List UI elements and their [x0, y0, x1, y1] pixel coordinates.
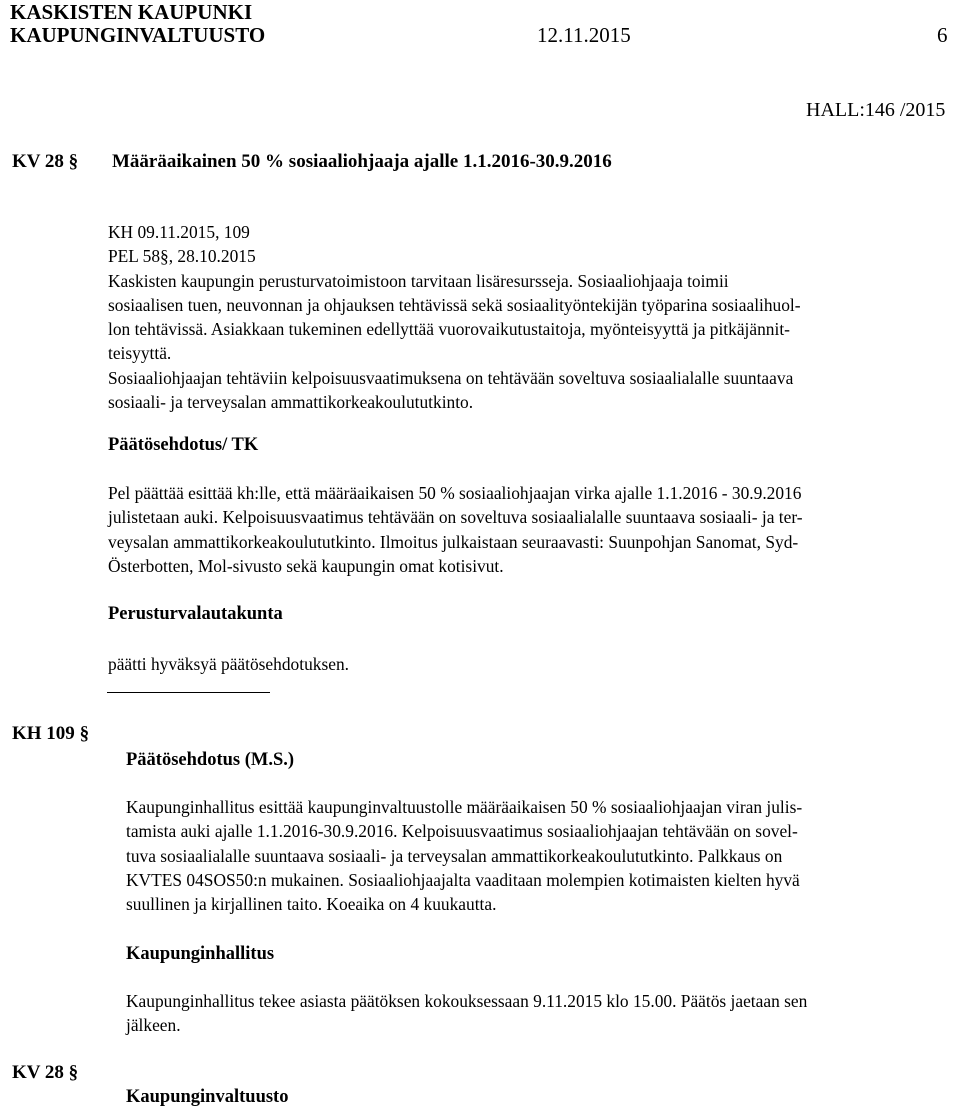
section-symbol: §	[74, 723, 90, 744]
reference-kh: KH 09.11.2015, 109	[108, 222, 250, 242]
board-decision: päätti hyväksyä päätösehdotuksen.	[108, 654, 349, 674]
body-name: KAUPUNGINVALTUUSTO	[10, 23, 266, 47]
org-name: KASKISTEN KAUPUNKI	[10, 0, 253, 24]
kh-proposal-line: tuva sosiaalialalle suuntaava sosiaali- ja terveysalan ammattikorkeakoulututkinto. Palkkaus on	[126, 845, 783, 866]
kh-section-code	[12, 722, 89, 746]
signature-divider	[107, 692, 270, 693]
proposal-line: Pel päättää esittää kh:lle, että määräaikaisen 50 % sosiaaliohjaajan virka ajalle 1.1.2016 - 30.9.2016	[108, 483, 802, 503]
kv-section-code-text: KV 28	[12, 1062, 64, 1083]
background-line: teisyyttä.	[108, 343, 172, 364]
kh-proposal-line: KVTES 04SOS50:n mukainen. Sosiaaliohjaajalta vaaditaan molempien kotimaisten kielten hyvä	[126, 869, 800, 890]
kh-proposal-line: Kaupunginhallitus esittää kaupunginvaltuustolle määräaikaisen 50 % sosiaaliohjaajan viran julis-	[126, 797, 803, 817]
council-line: jälkeen.	[126, 1015, 181, 1036]
meeting-date: 12.11.2015	[537, 23, 631, 47]
kh-proposal-text	[126, 795, 802, 916]
kv-heading: Kaupunginvaltuusto	[126, 1087, 289, 1107]
background-line: Sosiaaliohjaajan tehtäviin kelpoisuusvaatimuksena on tehtävään soveltuva sosiaalialalle suuntaava	[108, 367, 794, 388]
kh-proposal-line: suullinen ja kirjallinen taito. Koeaika on 4 kuukautta.	[126, 894, 497, 915]
proposal-line: Österbotten, Mol-sivusto sekä kaupungin omat kotisivut.	[108, 555, 504, 576]
section-code	[12, 150, 78, 174]
kh-proposal-heading: Päätösehdotus (M.S.)	[126, 750, 295, 770]
kv-section-code	[12, 1061, 78, 1085]
council-line: Kaupunginhallitus tekee asiasta päätöksen kokouksessaan 9.11.2015 klo 15.00. Päätös jaetaan sen	[126, 991, 808, 1011]
reference-pel: PEL 58§, 28.10.2015	[108, 246, 256, 267]
kh-proposal-line: tamista auki ajalle 1.1.2016-30.9.2016. Kelpoisuusvaatimus sosiaaliohjaajan tehtävään on sovel-	[126, 821, 798, 842]
section-title: Määräaikainen 50 % sosiaaliohjaaja ajalle 1.1.2016-30.9.2016	[112, 151, 612, 172]
section-symbol: §	[63, 151, 79, 172]
proposal-heading: Päätösehdotus/ TK	[108, 435, 259, 455]
background-line: sosiaali- ja terveysalan ammattikorkeakoulututkinto.	[108, 392, 474, 413]
page-number: 6	[937, 23, 948, 47]
hall-reference: HALL:146 /2015	[806, 99, 946, 121]
background-line: lon tehtävissä. Asiakkaan tukeminen edellyttää vuorovaikutustaitoja, myönteisyyttä ja pitkäjännit-	[108, 319, 790, 340]
kh-section-code-text: KH 109	[12, 723, 75, 744]
proposal-line: veysalan ammattikorkeakoulututkinto. Ilmoitus julkaistaan seuraavasti: Suunpohjan Sanomat, Syd-	[108, 531, 799, 552]
section-code-text: KV 28	[12, 151, 64, 172]
proposal-text	[108, 481, 803, 578]
background-line: sosiaalisen tuen, neuvonnan ja ohjauksen tehtävissä sekä sosiaalityöntekijän työparina sosiaalihuol-	[108, 294, 801, 315]
references	[108, 220, 801, 414]
council-heading: Kaupunginhallitus	[126, 944, 275, 964]
proposal-line: julistetaan auki. Kelpoisuusvaatimus tehtävään on soveltuva sosiaalialalle suuntaava sosiaali- ja ter-	[108, 507, 803, 528]
board-heading: Perusturvalautakunta	[108, 604, 283, 624]
background-line: Kaskisten kaupungin perusturvatoimistoon tarvitaan lisäresursseja. Sosiaaliohjaaja toimii	[108, 270, 729, 291]
section-symbol: §	[63, 1062, 79, 1083]
council-text	[126, 989, 807, 1038]
